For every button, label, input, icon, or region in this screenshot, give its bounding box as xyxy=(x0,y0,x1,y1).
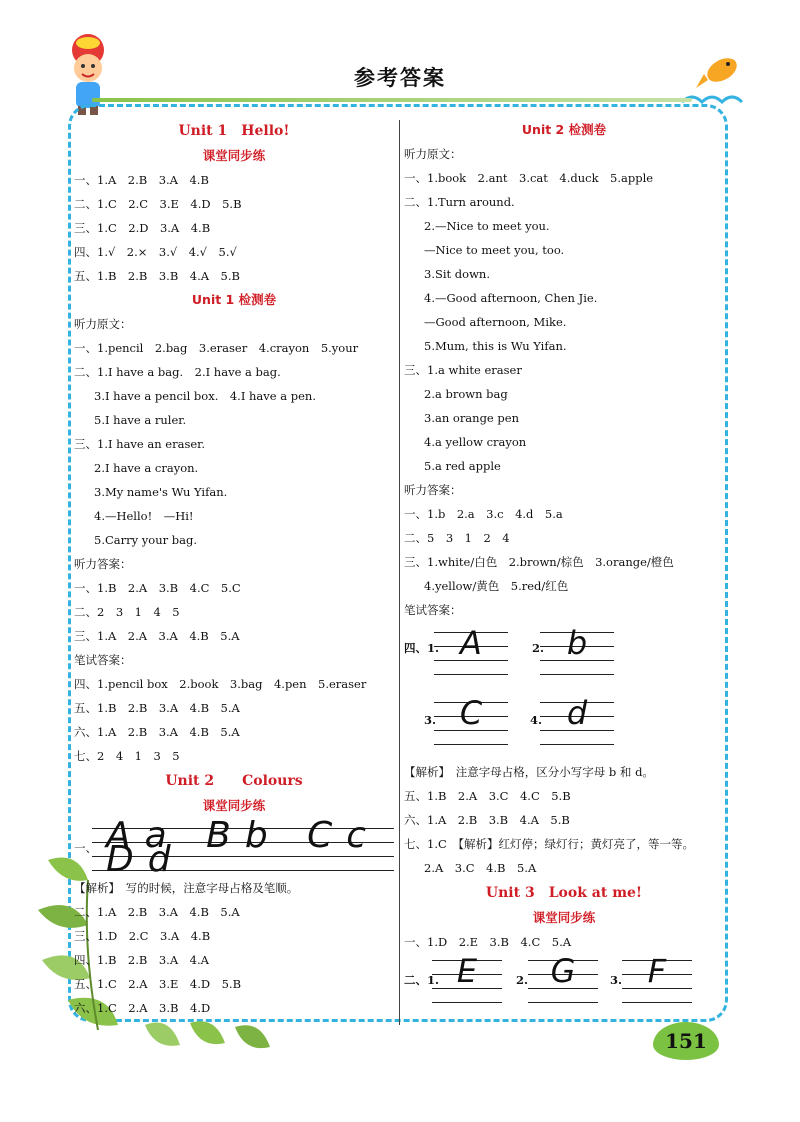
script-line: —Nice to meet you, too. xyxy=(424,243,565,257)
answer-line: 四、1.B 2.B 3.A 4.A xyxy=(74,953,209,967)
script-line: 3.Sit down. xyxy=(424,267,490,281)
script-line: 二、1.Turn around. xyxy=(404,195,515,209)
answer-line: 五、1.C 2.A 3.E 4.D 5.B xyxy=(74,977,242,991)
answer-line: 四、1.√ 2.× 3.√ 4.√ 5.√ xyxy=(74,245,237,259)
script-line: 三、1.a white eraser xyxy=(404,363,522,377)
script-line: 5.Carry your bag. xyxy=(94,533,197,547)
unit3-practice-heading: 课堂同步练 xyxy=(532,910,596,925)
script-line: 4.—Hello! —Hi! xyxy=(94,509,194,523)
answer-line: 二、5 3 1 2 4 xyxy=(404,531,510,545)
answer-line: 一、1.A 2.B 3.A 4.B xyxy=(74,173,209,187)
script-line: 5.Mum, this is Wu Yifan. xyxy=(424,339,567,353)
hw-label: 2. xyxy=(516,973,529,987)
listening-answers-label: 听力答案： xyxy=(404,483,462,497)
answer-line: 七、1.C 【解析】红灯停；绿灯行；黄灯亮了，等一等。 xyxy=(404,837,695,851)
right-column xyxy=(404,118,724,1010)
handwriting-answer-row xyxy=(404,694,724,760)
hw-letter: G xyxy=(550,952,576,990)
hw-label: 二、1. xyxy=(404,973,440,987)
hw-label: 2. xyxy=(532,641,545,655)
hw-letter: b xyxy=(566,624,588,662)
unit2-title: Unit 2 Colours xyxy=(165,773,303,789)
listening-answers-label: 听力答案： xyxy=(74,557,132,571)
hw-letter: E xyxy=(456,952,478,990)
hw-letter: F xyxy=(647,952,667,990)
hw-box xyxy=(528,952,598,1002)
script-line: 2.a brown bag xyxy=(424,387,508,401)
handwriting-answer-row xyxy=(404,622,724,694)
header-rule xyxy=(92,98,692,102)
script-line: 3.My name's Wu Yifan. xyxy=(94,485,228,499)
script-line: 二、1.I have a bag. 2.I have a bag. xyxy=(74,365,281,379)
script-line: 5.a red apple xyxy=(424,459,501,473)
answer-line: 六、1.A 2.B 3.A 4.B 5.A xyxy=(74,725,240,739)
answer-line: 一、1.D 2.E 3.B 4.C 5.A xyxy=(404,935,572,949)
hw-label: 4. xyxy=(530,713,543,727)
written-answers-label: 笔试答案： xyxy=(404,603,462,617)
script-line: 3.I have a pencil box. 4.I have a pen. xyxy=(94,389,316,403)
answer-line: 五、1.B 2.B 3.B 4.A 5.B xyxy=(74,269,240,283)
hw-box xyxy=(434,694,508,744)
answer-line: 二、1.C 2.C 3.E 4.D 5.B xyxy=(74,197,242,211)
answer-line: 三、1.C 2.D 3.A 4.B xyxy=(74,221,211,235)
script-line: 4.—Good afternoon, Chen Jie. xyxy=(424,291,598,305)
unit2-practice-heading: 课堂同步练 xyxy=(202,798,266,813)
hw-label: 3. xyxy=(424,713,437,727)
written-answers-label: 笔试答案： xyxy=(74,653,132,667)
unit2-test-heading: Unit 2 检测卷 xyxy=(521,122,607,137)
handwriting-letters-row xyxy=(74,815,394,880)
left-column xyxy=(74,118,394,1020)
page-title: 参考答案 xyxy=(354,66,446,90)
answer-line: 五、1.B 2.B 3.A 4.B 5.A xyxy=(74,701,240,715)
script-line: 一、1.pencil 2.bag 3.eraser 4.crayon 5.your xyxy=(74,341,359,355)
answer-line: 三、1.white/白色 2.brown/棕色 3.orange/橙色 xyxy=(404,555,674,569)
handwriting-prefix: 一、 xyxy=(74,841,97,855)
unit3-title: Unit 3 Look at me! xyxy=(485,885,643,901)
hw-letter: C xyxy=(459,694,483,732)
answer-line: 二、2 3 1 4 5 xyxy=(74,605,180,619)
listening-script-label: 听力原文： xyxy=(404,147,462,161)
script-line: 2.I have a crayon. xyxy=(94,461,199,475)
hw-letter: A xyxy=(460,624,482,662)
script-line: 4.a yellow crayon xyxy=(424,435,527,449)
answer-line: 二、1.A 2.B 3.A 4.B 5.A xyxy=(74,905,240,919)
analysis-note: 【解析】 写的时候，注意字母占格及笔顺。 xyxy=(74,881,299,895)
answer-line: 4.yellow/黄色 5.red/红色 xyxy=(424,579,569,593)
hw-label: 四、1. xyxy=(404,641,440,655)
answer-line: 2.A 3.C 4.B 5.A xyxy=(424,861,537,875)
unit1-title: Unit 1 Hello! xyxy=(178,123,290,139)
answer-line: 七、2 4 1 3 5 xyxy=(74,749,180,763)
script-line: 三、1.I have an eraser. xyxy=(74,437,206,451)
hw-box xyxy=(540,624,614,674)
handwriting-answer-row xyxy=(404,954,724,1010)
hw-letter: d xyxy=(566,694,588,732)
handwriting-letters: Aa Bb Cc Dd xyxy=(106,815,381,880)
answer-line: 六、1.C 2.A 3.B 4.D xyxy=(74,1001,211,1015)
answer-line: 四、1.pencil box 2.book 3.bag 4.pen 5.eraser xyxy=(74,677,367,691)
script-line: 3.an orange pen xyxy=(424,411,519,425)
column-divider xyxy=(399,120,400,1025)
bottom-leaves-icon xyxy=(140,1015,280,1065)
listening-script-label: 听力原文： xyxy=(74,317,132,331)
hw-label: 3. xyxy=(610,973,623,987)
analysis-note: 【解析】 注意字母占格，区分小写字母 b 和 d。 xyxy=(404,765,654,779)
hw-box xyxy=(622,952,692,1002)
answer-line: 三、1.D 2.C 3.A 4.B xyxy=(74,929,211,943)
script-line: —Good afternoon, Mike. xyxy=(424,315,567,329)
page-number: 151 xyxy=(653,1022,719,1060)
hw-box xyxy=(432,952,502,1002)
hw-box xyxy=(540,694,614,744)
script-line: 2.—Nice to meet you. xyxy=(424,219,550,233)
script-line: 一、1.book 2.ant 3.cat 4.duck 5.apple xyxy=(404,171,654,185)
unit1-test-heading: Unit 1 检测卷 xyxy=(191,292,277,307)
answer-line: 六、1.A 2.B 3.B 4.A 5.B xyxy=(404,813,570,827)
answer-line: 一、1.b 2.a 3.c 4.d 5.a xyxy=(404,507,563,521)
unit1-practice-heading: 课堂同步练 xyxy=(202,148,266,163)
answer-line: 五、1.B 2.A 3.C 4.C 5.B xyxy=(404,789,571,803)
hw-box xyxy=(434,624,508,674)
answer-line: 一、1.B 2.A 3.B 4.C 5.C xyxy=(74,581,241,595)
script-line: 5.I have a ruler. xyxy=(94,413,187,427)
answer-line: 三、1.A 2.A 3.A 4.B 5.A xyxy=(74,629,240,643)
